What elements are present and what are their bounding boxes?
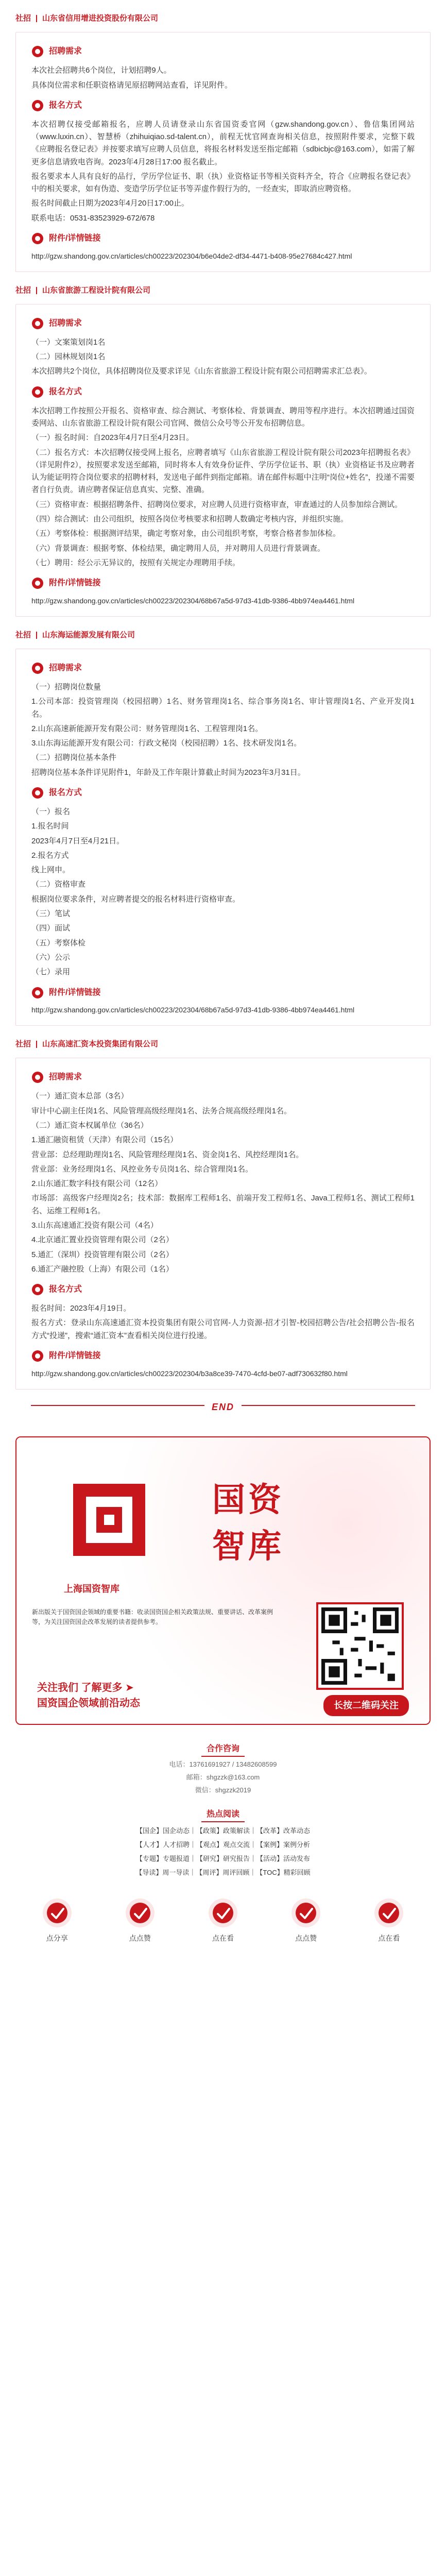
- cooperation-line: 微信：shgzzk2019: [195, 1786, 251, 1794]
- badge-icon: [31, 1071, 44, 1083]
- action-item[interactable]: [104, 1896, 176, 1944]
- paragraph: （五）考察体检：根据测评结果，确定考察对象，由公司组织考察，考察合格者参加体检。: [31, 529, 341, 538]
- paragraph: 市场部：高级客户经理岗2名；技术部：数据库工程师1名、前端开发工程师1名、Java工程师1名、测试工程师1名、运维工程师1名。: [31, 1194, 415, 1215]
- section-subheading: [31, 786, 82, 800]
- company-title: 山东海运能源发展有限公司: [42, 630, 135, 639]
- section-subheading: [31, 577, 100, 590]
- subheading-label: 招聘需求: [49, 47, 82, 56]
- job-section: [15, 617, 431, 1026]
- badge-icon: [31, 386, 44, 398]
- cooperation-title: 合作咨询: [201, 1742, 245, 1757]
- thumb-icon: [289, 1896, 322, 1929]
- like-icon: [124, 1896, 157, 1929]
- paragraph: 报名时间：2023年4月19日。: [31, 1304, 131, 1313]
- section-body: [15, 1058, 431, 1389]
- hot-reading-line[interactable]: 【人才】人才招聘｜【观点】观点交流｜【案例】案例分析: [135, 1840, 310, 1849]
- subheading-label: 附件/详情链接: [49, 234, 101, 243]
- paragraph: （四）面试: [31, 924, 71, 933]
- paragraph: （七）录用: [31, 968, 71, 977]
- paragraph: 线上网申。: [31, 866, 71, 875]
- paragraph: 营业部：总经理助理岗1名、风险管理经理岗1名、资金岗1名、风控经理岗1名。: [31, 1150, 304, 1159]
- paragraph: 本次招聘仅接受邮箱报名，应聘人员请登录山东省国资委官网（gzw.shandong.gov.cn）、鲁信集团网站（www.luxin.cn）、智慧桥（zhihuiqiao.sd-talent.cn），前程无忧官网查询相关信息，按照附件要求，完整下载《应聘报名登记表》并按要求填写应聘人员信息，将报名材料发送至指定邮箱（sdbicbjc@163.com），如需了解更多信息请致电咨询。2023年4月28日17:00 报名截止。: [31, 120, 415, 166]
- company-title: 山东高速汇资本投资集团有限公司: [42, 1040, 159, 1049]
- paragraph: 审计中心副主任岗1名、风险管理高级经理岗1名、法务合规高级经理岗1名。: [31, 1106, 292, 1115]
- cooperation-line: 邮箱：shgzzk@163.com: [186, 1773, 260, 1781]
- section-subheading: [31, 45, 82, 58]
- paragraph: 1.通汇融资租赁（天津）有限公司（15名）: [31, 1136, 178, 1145]
- subheading-label: 附件/详情链接: [49, 1351, 101, 1360]
- paragraph: 3.山东海运能源开发有限公司：行政文秘岗（校园招聘）1名、技术研发岗1名。: [31, 739, 302, 748]
- subheading-label: 报名方式: [49, 387, 82, 396]
- paragraph: 根据岗位要求条件，对应聘者提交的报名材料进行资格审查。: [31, 894, 241, 904]
- paragraph: （一）报名: [31, 807, 71, 816]
- paragraph: （四）综合测试：由公司组织，按照各岗位考核要求和招聘人数确定考核内容，并组织实施。: [31, 515, 349, 524]
- promo-follow-text: 关注我们 了解更多 ➤: [37, 1682, 134, 1693]
- subheading-label: 附件/详情链接: [49, 579, 101, 588]
- paragraph: 本次招聘共2个岗位，具体招聘岗位及要求详见《山东省旅游工程设计院有限公司招聘需求汇总表》。: [31, 367, 372, 376]
- job-sections: [15, 0, 431, 1389]
- promo-title-1: 国资: [212, 1481, 284, 1518]
- scan-qr-label: 长按二维码关注: [323, 1695, 409, 1716]
- section-body: [15, 32, 431, 272]
- hot-reading-lines: [15, 1825, 431, 1878]
- section-body: [15, 304, 431, 617]
- action-label: 点点赞: [295, 1934, 317, 1942]
- paragraph: 2.山东通汇数字科技有限公司（12名）: [31, 1179, 163, 1189]
- paragraph: （七）聘用：经公示无异议的，按照有关规定办理聘用手续。: [31, 558, 241, 567]
- hot-reading-line[interactable]: 【专题】专题报道｜【研究】研究报告｜【活动】活动发布: [135, 1854, 310, 1862]
- action-label: 点在看: [378, 1934, 400, 1942]
- section-body: [15, 649, 431, 1026]
- brand-logo-icon: [63, 1473, 156, 1577]
- section-subheading: [31, 232, 100, 245]
- job-section: [15, 272, 431, 617]
- badge-icon: [31, 317, 44, 330]
- badge-icon: [31, 45, 44, 58]
- section-subheading: [31, 1349, 100, 1363]
- paragraph: （五）考察体检: [31, 938, 86, 947]
- detail-link[interactable]: http://gzw.shandong.gov.cn/articles/ch00223/202304/68b67a5d-97d3-41db-9386-4bb974ea4461.html: [31, 1006, 355, 1014]
- paragraph: （一）招聘岗位数量: [31, 683, 101, 691]
- paragraph: 具体岗位需求和任职资格请见原招聘网站查看，详见附件。: [31, 80, 233, 90]
- section-tag: 社招: [15, 285, 31, 295]
- promo-follow-subtext: 国资国企领域前沿动态: [37, 1697, 140, 1709]
- section-header: [15, 629, 431, 641]
- section-tag: 社招: [15, 630, 31, 639]
- company-title: 山东省信用增进投资股份有限公司: [42, 14, 159, 23]
- view-icon: [207, 1896, 239, 1929]
- paragraph: （一）文案策划岗1名: [31, 337, 106, 347]
- detail-link[interactable]: http://gzw.shandong.gov.cn/articles/ch00223/202304/b6e04de2-df34-4471-b408-95e27684c427.html: [31, 251, 352, 260]
- paragraph: 1.报名时间: [31, 822, 69, 831]
- action-item[interactable]: [353, 1896, 425, 1944]
- section-subheading: [31, 317, 82, 330]
- subheading-label: 报名方式: [49, 788, 82, 798]
- section-divider: [36, 632, 37, 639]
- badge-icon: [31, 662, 44, 674]
- action-label: 点分享: [46, 1934, 68, 1942]
- promo-card: [15, 1436, 431, 1725]
- end-label: END: [204, 1400, 242, 1415]
- section-divider: [36, 15, 37, 22]
- detail-link[interactable]: http://gzw.shandong.gov.cn/articles/ch00223/202304/b3a8ce39-7470-4cfd-be07-adf730632f80.html: [31, 1369, 348, 1378]
- action-label: 点点赞: [129, 1934, 151, 1942]
- paragraph: 报名方式：登录山东高速通汇资本投资集团有限公司官网-人力资源-招才引智-校园招聘公告/社会招聘公告-报名方式“投递”，搜索“通汇资本”查看相关岗位进行投递。: [31, 1318, 415, 1340]
- action-label: 点在看: [212, 1934, 234, 1942]
- section-header: [15, 12, 431, 25]
- company-title: 山东省旅游工程设计院有限公司: [42, 285, 151, 295]
- hot-reading-title: 热点阅读: [201, 1808, 245, 1822]
- paragraph: 5.通汇（深圳）投资管理有限公司（2名）: [31, 1250, 174, 1259]
- badge-icon: [31, 987, 44, 999]
- paragraph: 本次招聘工作按照公开报名、资格审查、综合测试、考察体检、背景调查、聘用等程序进行。本次招聘通过国资委网站、山东省旅游工程设计院有限公司官网、微信公众号等公开发布招聘信息。: [31, 406, 415, 428]
- paragraph: （二）招聘岗位基本条件: [31, 753, 117, 762]
- action-item[interactable]: [270, 1896, 342, 1944]
- promo-description: 新出版关于国资国企领域的重要书籍：收录国资国企相关政策法规、重要讲话、改革案例等，为关注国资国企改革发展的读者提供参考。: [32, 1608, 273, 1625]
- section-subheading: [31, 1283, 82, 1296]
- detail-link[interactable]: http://gzw.shandong.gov.cn/articles/ch00223/202304/68b67a5d-97d3-41db-9386-4bb974ea4461.html: [31, 597, 355, 605]
- job-section: [15, 1026, 431, 1389]
- badge-icon: [31, 787, 44, 799]
- promo-org-name: 上海国资智库: [64, 1583, 119, 1594]
- badge-icon: [31, 99, 44, 112]
- badge-icon: [31, 232, 44, 245]
- cooperation-section: [15, 1742, 431, 1795]
- paragraph: （二）报名方式：本次招聘仅接受网上报名，应聘者填写《山东省旅游工程设计院有限公司2023年招聘报名表》（详见附件2），按照要求发送至邮箱，同时将本人有效身份证件、学历学位证书、职（执）业资格证书及应聘者认为能证明符合岗位要求的招聘材料，发送电子邮件到指定邮箱。请在邮件标题中注明“岗位+姓名”，投递不需要者自行负责。请应聘者保证信息真实、完整、准确。: [31, 448, 415, 495]
- paragraph: （一）通汇资本总部（3名）: [31, 1092, 129, 1101]
- cooperation-line: 电话：13761691927 / 13482608599: [169, 1760, 277, 1768]
- end-divider: [15, 1401, 431, 1421]
- paragraph: 1.公司本部：投资管理岗（校园招聘）1名、财务管理岗1名、综合事务岗1名、审计管理岗1名、产业开发岗1名。: [31, 697, 415, 719]
- paragraph: 本次社会招聘共6个岗位，计划招聘9人。: [31, 66, 171, 75]
- cooperation-lines: [15, 1759, 431, 1795]
- paragraph: 6.通汇产融控股（上海）有限公司（1名）: [31, 1264, 174, 1274]
- section-tag: 社招: [15, 1040, 31, 1049]
- section-divider: [36, 287, 37, 294]
- subheading-label: 报名方式: [49, 1285, 82, 1294]
- paragraph: （二）通汇资本权属单位（36名）: [31, 1121, 148, 1130]
- subheading-label: 报名方式: [49, 100, 82, 110]
- section-subheading: [31, 99, 82, 112]
- section-header: [15, 284, 431, 297]
- paragraph: （三）笔试: [31, 909, 71, 919]
- section-subheading: [31, 662, 82, 675]
- job-section: [15, 0, 431, 272]
- subheading-label: 招聘需求: [49, 664, 82, 673]
- paragraph: 联系电话：0531-83523929-672/678: [31, 213, 155, 223]
- paragraph: 4.北京通汇置业投资管理有限公司（2名）: [31, 1235, 174, 1245]
- section-subheading: [31, 1071, 82, 1084]
- qr-code-icon: [321, 1607, 399, 1685]
- paragraph: （六）公示: [31, 953, 71, 962]
- paragraph: （三）资格审查：根据招聘条件、招聘岗位要求，对应聘人员进行资格审查，审查通过的人员参加综合测试。: [31, 500, 403, 509]
- paragraph: 招聘岗位基本条件详见附件1，年龄及工作年限计算截止时间为2023年3月31日。: [31, 768, 305, 777]
- hot-reading-line[interactable]: 【导读】周一导读｜【周评】周评回顾｜【TOC】精彩回顾: [135, 1868, 311, 1876]
- paragraph: 报名要求本人具有良好的品行，学历学位证书、职（执）业资格证书等相关资料齐全，符合《应聘报名登记表》中的相关要求，如有伪造、变造学历学位证书等弄虚作假行为的，一经查实，即取消应聘资格。: [31, 172, 415, 194]
- eye-icon: [372, 1896, 405, 1929]
- section-divider: [36, 1041, 37, 1048]
- subheading-label: 招聘需求: [49, 318, 82, 328]
- badge-icon: [31, 1283, 44, 1296]
- action-item[interactable]: [21, 1896, 93, 1944]
- paragraph: 2.报名方式: [31, 851, 69, 860]
- paragraph: （二）园林规划岗1名: [31, 352, 106, 362]
- paragraph: （二）资格审查: [31, 880, 86, 889]
- section-subheading: [31, 986, 100, 999]
- section-tag: 社招: [15, 14, 31, 23]
- paragraph: （六）背景调查：根据考察、体检结果，确定聘用人员，并对聘用人员进行背景调查。: [31, 544, 325, 553]
- paragraph: 报名时间截止日期为2023年4月20日17:00止。: [31, 199, 189, 208]
- qr-code[interactable]: [316, 1602, 404, 1690]
- paragraph: 2.山东高速新能源开发有限公司：财务管理岗1名、工程管理岗1名。: [31, 724, 263, 733]
- badge-icon: [31, 1350, 44, 1362]
- paragraph: （一）报名时间：自2023年4月7日至4月23日。: [31, 433, 194, 443]
- hot-reading-section: [15, 1808, 431, 1878]
- badge-icon: [31, 577, 44, 589]
- subheading-label: 招聘需求: [49, 1073, 82, 1082]
- section-header: [15, 1038, 431, 1050]
- hot-reading-line[interactable]: 【国企】国企动态｜【政策】政策解读｜【改革】改革动态: [135, 1826, 310, 1835]
- paragraph: 营业部：业务经理岗1名、风控业务专员岗1名、综合管理岗1名。: [31, 1164, 253, 1174]
- subheading-label: 附件/详情链接: [49, 988, 101, 997]
- section-subheading: [31, 385, 82, 399]
- paragraph: 2023年4月7日至4月21日。: [31, 836, 125, 845]
- action-item[interactable]: [187, 1896, 259, 1944]
- paragraph: 3.山东高速通汇投资有限公司（4名）: [31, 1221, 158, 1230]
- action-bar: [15, 1896, 431, 1944]
- share-icon: [41, 1896, 74, 1929]
- promo-title-2: 智库: [212, 1527, 284, 1565]
